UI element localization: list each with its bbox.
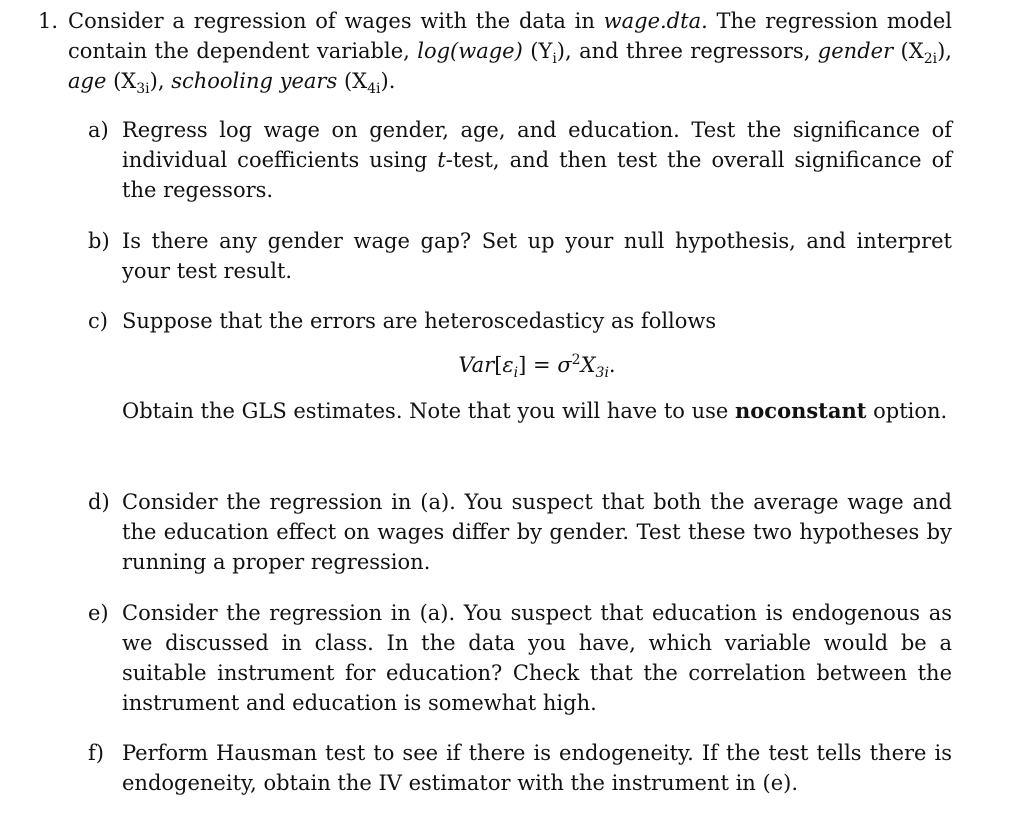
subquestion-text: Consider the regression in (a). You suspect that education is endogenous as we discussed in class. In the data you have, which variable would be a suitable instrument for education? Check that the correlation between the instrument and education is somewhat high. — [122, 601, 952, 715]
intro-text-2: . The regression model contain the dependent variable, — [68, 9, 952, 63]
subquestion-label: b) — [88, 229, 110, 253]
question-intro: Consider a regression of wages with the data in wage.dta. The regression model contain the dependent variable, log(wage) $(Y_i)$, and three regressors, gender $(X_{2i})$, age $(X_{3i})$, schooling years $(X_{4i})$. — [68, 9, 952, 98]
subquestion-label: d) — [88, 490, 110, 514]
subquestion-c-intro: Suppose that the errors are heteroscedasticy as follows — [122, 309, 717, 333]
dependent-variable: log(wage) — [417, 39, 523, 63]
subquestion-text: Regress log wage on gender, age, and education. Test the significance of individual coefficients using t-test, and then test the overall significance of the regessors. — [122, 118, 953, 202]
subquestion-e — [88, 598, 952, 718]
regressor-age-symbol: $(X_{3i})$ — [113, 69, 158, 98]
subquestion-label: c) — [88, 309, 108, 333]
subquestion-text: Is there any gender wage gap? Set up your null hypothesis, and interpret your test result. — [122, 229, 952, 283]
regressor-gender-symbol: $(X_{2i})$ — [900, 39, 946, 68]
subquestion-label: e) — [88, 601, 109, 625]
noconstant-keyword: noconstant — [735, 398, 867, 423]
t-symbol: t — [437, 148, 446, 172]
subquestion-d — [88, 487, 952, 577]
subquestion-a — [88, 115, 952, 205]
intro-text-3: , and three regressors, — [565, 39, 818, 63]
subquestion-f — [88, 738, 952, 798]
subquestion-label: a) — [88, 118, 109, 142]
subquestion-c-instruction: Obtain the GLS estimates. Note that you will have to use noconstant option. — [122, 398, 948, 423]
subquestion-b — [88, 226, 952, 286]
subquestion-c — [88, 306, 952, 426]
regressor-schooling-symbol: $(X_{4i})$ — [343, 69, 389, 98]
subquestion-text — [122, 306, 952, 426]
regressor-gender: gender — [817, 39, 894, 63]
dataset-name: wage.dta — [603, 9, 702, 33]
intro-text-1: Consider a regression of wages with the data in — [68, 9, 604, 33]
variance-equation: $Var[\varepsilon_i] = \sigma^2X_{3i}$. — [458, 352, 616, 382]
subquestion-text: Perform Hausman test to see if there is endogeneity. If the test tells there is endogeneity, obtain the IV estimator with the instrument in (e). — [122, 741, 952, 795]
subquestion-text: Consider the regression in (a). You suspect that both the average wage and the education effect on wages differ by gender. Test these two hypotheses by running a proper regression. — [122, 490, 952, 574]
regressor-age: age — [68, 69, 107, 93]
question-number: 1. — [38, 9, 59, 33]
dependent-symbol: $(Y_i)$ — [530, 39, 565, 68]
regressor-schooling: schooling years — [171, 69, 338, 93]
subquestion-label: f) — [88, 741, 104, 765]
